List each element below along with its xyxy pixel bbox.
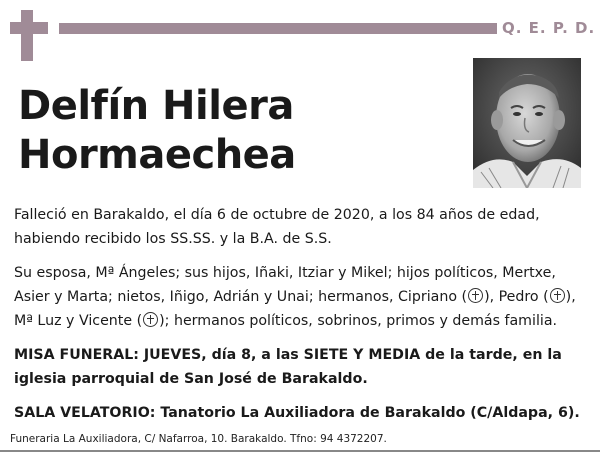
deceased-name: [18, 82, 296, 180]
deceased-cross-icon: [550, 288, 565, 303]
wake-room-paragraph: SALA VELATORIO: Tanatorio La Auxiliadora de Barakaldo (C/Aldapa, 6).: [14, 405, 580, 421]
family-text-b: ), Pedro (: [484, 289, 549, 305]
family-text-c: ), Mª Luz y Vicente (: [14, 289, 576, 329]
death-notice-paragraph: Falleció en Barakaldo, el día 6 de octubre de 2020, a los 84 años de edad, habiendo recibido los SS.SS. y la B.A. de S.S.: [14, 207, 540, 247]
funeral-home-footer: Funeraria La Auxiliadora, C/ Nafarroa, 10. Barakaldo. Tfno: 94 4372207.: [10, 433, 387, 445]
name-line-2: Hormaechea: [18, 132, 296, 178]
funeral-mass-paragraph: MISA FUNERAL: JUEVES, día 8, a las SIETE Y MEDIA de la tarde, en la iglesia parroquial de San José de Barakaldo.: [14, 347, 562, 387]
deceased-cross-icon: [468, 288, 483, 303]
deceased-cross-icon: [143, 312, 158, 327]
portrait-image: [473, 58, 581, 188]
name-line-1: Delfín Hilera: [18, 83, 294, 129]
header-rule: [59, 23, 497, 34]
qepd-label: Q. E. P. D.: [502, 19, 596, 37]
family-text-d: ); hermanos políticos, sobrinos, primos y demás familia.: [159, 313, 558, 329]
portrait-photo: [473, 58, 581, 188]
cross-icon-horizontal: [10, 22, 48, 34]
family-text-a: Su esposa, Mª Ángeles; sus hijos, Iñaki, Itziar y Mikel; hijos políticos, Mertxe, Asier y Marta; nietos, Iñigo, Adrián y Unai; hermanos, Cipriano (: [14, 265, 556, 305]
family-paragraph: [14, 261, 586, 333]
cross-icon-vertical: [21, 10, 33, 61]
footer-rule: [0, 450, 600, 452]
